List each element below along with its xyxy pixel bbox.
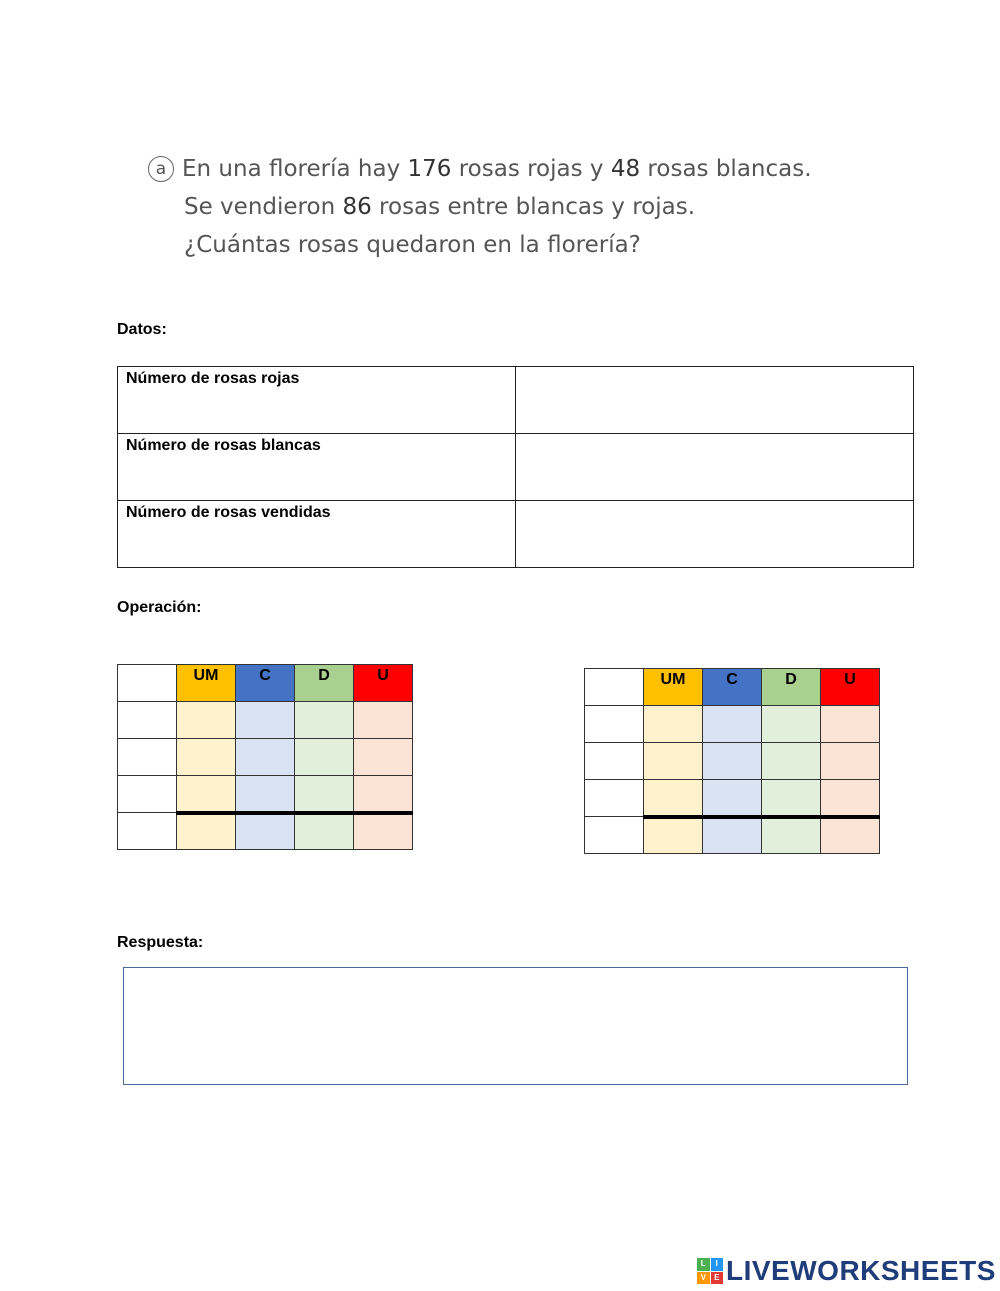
- place-value-row: [585, 743, 880, 780]
- datos-input-blancas[interactable]: [516, 434, 914, 501]
- u-cell[interactable]: [821, 817, 880, 854]
- place-value-row: [585, 780, 880, 817]
- datos-label: Número de rosas rojas: [118, 367, 516, 434]
- d-cell[interactable]: [762, 780, 821, 817]
- u-cell[interactable]: [354, 739, 413, 776]
- um-cell[interactable]: [177, 813, 236, 850]
- c-cell[interactable]: [703, 817, 762, 854]
- u-cell[interactable]: [821, 780, 880, 817]
- u-cell[interactable]: [354, 702, 413, 739]
- problem-letter-badge: a: [148, 156, 174, 182]
- datos-table: [117, 366, 914, 568]
- liveworksheets-logo-icon: [697, 1258, 723, 1284]
- datos-label: Número de rosas blancas: [118, 434, 516, 501]
- datos-row: [118, 367, 914, 434]
- place-value-table-1: [117, 664, 413, 850]
- problem-line-1: a En una florería hay 176 rosas rojas y 48 rosas blancas.: [148, 150, 908, 188]
- c-cell[interactable]: [236, 813, 295, 850]
- d-cell[interactable]: [762, 743, 821, 780]
- logo-icon-tile-l: L: [697, 1258, 710, 1271]
- datos-label: Número de rosas vendidas: [118, 501, 516, 568]
- d-cell[interactable]: [295, 776, 354, 813]
- um-cell[interactable]: [177, 702, 236, 739]
- sign-cell[interactable]: [585, 743, 644, 780]
- u-cell[interactable]: [821, 743, 880, 780]
- header-c: C: [703, 669, 762, 706]
- operacion-heading: Operación:: [117, 599, 202, 616]
- sign-cell[interactable]: [585, 817, 644, 854]
- c-cell[interactable]: [703, 780, 762, 817]
- liveworksheets-logo: [697, 1254, 996, 1288]
- sign-cell[interactable]: [118, 776, 177, 813]
- logo-icon-tile-e: E: [711, 1272, 724, 1285]
- answer-input-box[interactable]: [123, 967, 908, 1085]
- um-cell[interactable]: [644, 706, 703, 743]
- um-cell[interactable]: [177, 739, 236, 776]
- d-cell[interactable]: [762, 706, 821, 743]
- problem-line-2: Se vendieron 86 rosas entre blancas y rojas.: [184, 194, 696, 220]
- header-d: D: [762, 669, 821, 706]
- sign-cell[interactable]: [118, 702, 177, 739]
- header-d: D: [295, 665, 354, 702]
- sign-header-cell: [585, 669, 644, 706]
- header-um: UM: [644, 669, 703, 706]
- problem-statement: [148, 150, 908, 264]
- datos-input-vendidas[interactable]: [516, 501, 914, 568]
- datos-row: [118, 501, 914, 568]
- place-value-table-2: [584, 668, 880, 854]
- logo-icon-tile-i: I: [711, 1258, 724, 1271]
- header-u: U: [354, 665, 413, 702]
- sign-cell[interactable]: [585, 780, 644, 817]
- u-cell[interactable]: [821, 706, 880, 743]
- d-cell[interactable]: [295, 702, 354, 739]
- um-cell[interactable]: [644, 743, 703, 780]
- d-cell[interactable]: [295, 813, 354, 850]
- place-value-result-row: [118, 813, 413, 850]
- header-c: C: [236, 665, 295, 702]
- header-um: UM: [177, 665, 236, 702]
- c-cell[interactable]: [236, 739, 295, 776]
- logo-text: LIVEWORKSHEETS: [726, 1255, 996, 1286]
- sign-cell[interactable]: [118, 739, 177, 776]
- header-u: U: [821, 669, 880, 706]
- um-cell[interactable]: [644, 780, 703, 817]
- place-value-header-row: [118, 665, 413, 702]
- sign-cell[interactable]: [118, 813, 177, 850]
- place-value-row: [118, 776, 413, 813]
- c-cell[interactable]: [703, 706, 762, 743]
- place-value-row: [585, 706, 880, 743]
- u-cell[interactable]: [354, 813, 413, 850]
- place-value-header-row: [585, 669, 880, 706]
- u-cell[interactable]: [354, 776, 413, 813]
- d-cell[interactable]: [762, 817, 821, 854]
- datos-input-rojas[interactable]: [516, 367, 914, 434]
- place-value-result-row: [585, 817, 880, 854]
- um-cell[interactable]: [177, 776, 236, 813]
- place-value-row: [118, 702, 413, 739]
- um-cell[interactable]: [644, 817, 703, 854]
- c-cell[interactable]: [236, 776, 295, 813]
- c-cell[interactable]: [236, 702, 295, 739]
- d-cell[interactable]: [295, 739, 354, 776]
- sign-cell[interactable]: [585, 706, 644, 743]
- respuesta-heading: Respuesta:: [117, 934, 204, 951]
- logo-icon-tile-v: V: [697, 1272, 710, 1285]
- problem-question: ¿Cuántas rosas quedaron en la florería?: [184, 232, 641, 258]
- datos-row: [118, 434, 914, 501]
- datos-heading: Datos:: [117, 321, 167, 338]
- c-cell[interactable]: [703, 743, 762, 780]
- sign-header-cell: [118, 665, 177, 702]
- place-value-row: [118, 739, 413, 776]
